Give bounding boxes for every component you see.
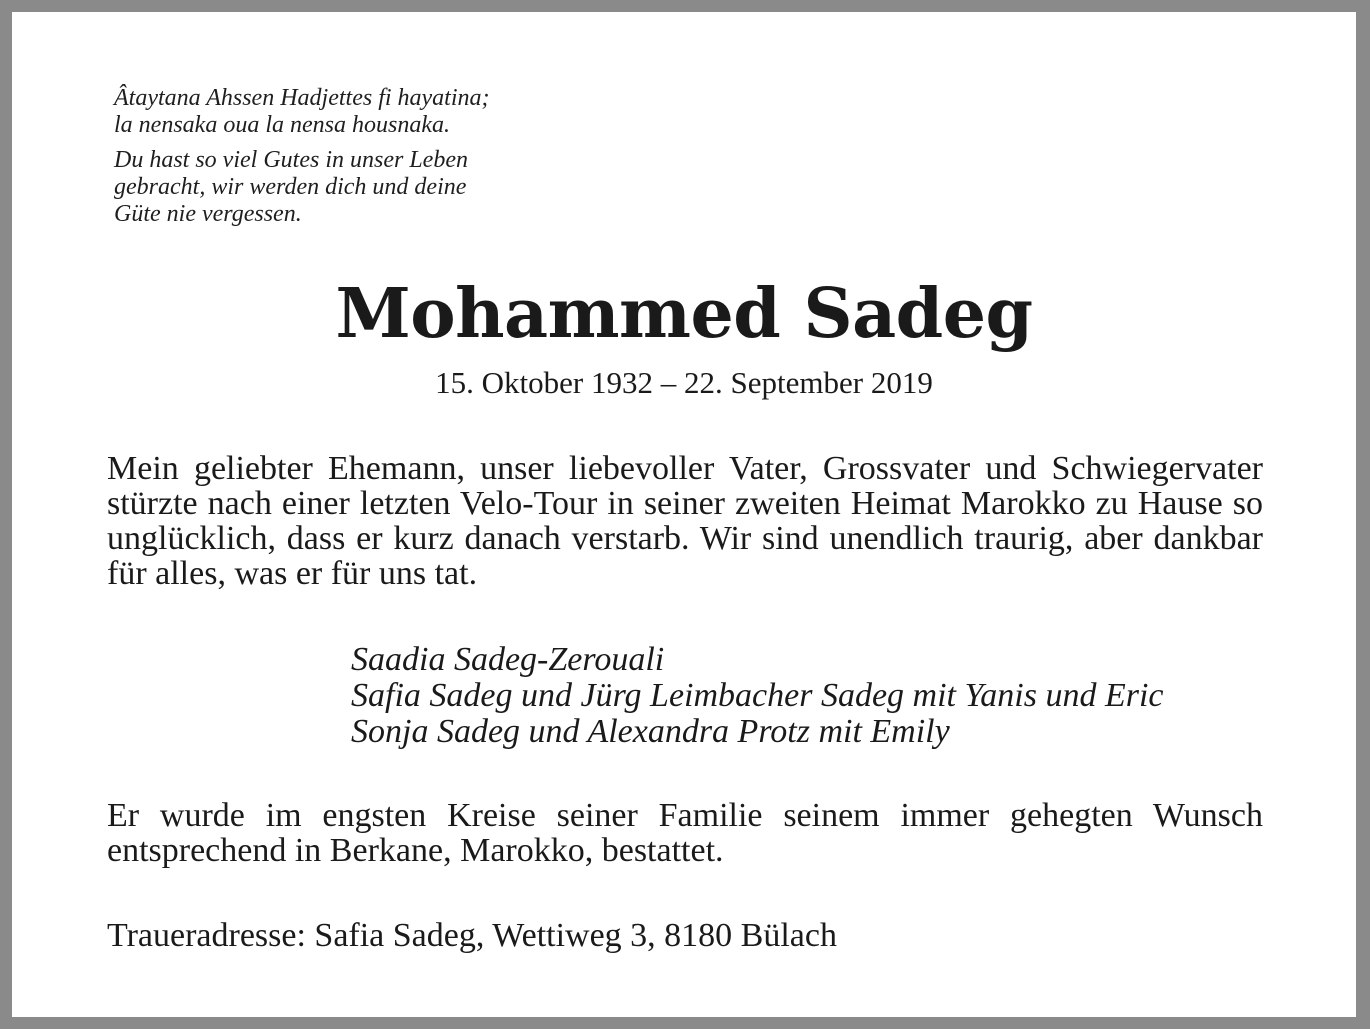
- obituary-card: [12, 12, 1356, 1017]
- burial-note: Er wurde im engsten Kreise seiner Familie seinem immer gehegten Wunsch entsprechend in Berkane, Marokko, bestattet.: [107, 797, 1263, 869]
- motto-arabic-transliteration: Âtaytana Ahssen Hadjettes fi hayatina; la nensaka oua la nensa housnaka.: [114, 85, 490, 138]
- life-dates: 15. Oktober 1932 – 22. September 2019: [435, 365, 933, 400]
- obituary-message: Mein geliebter Ehemann, unser liebevoller Vater, Grossvater und Schwiegervater stürzte nach einer letzten Velo-Tour in seiner zweiten Heimat Marokko zu Hause so unglücklich, dass er kurz danach verstarb. Wir sind unendlich traurig, aber dankbar für alles, was er für uns tat.: [107, 450, 1263, 592]
- mourner-line: Safia Sadeg und Jürg Leimbacher Sadeg mit Yanis und Eric: [351, 677, 1164, 714]
- deceased-name: Mohammed Sadeg: [335, 274, 1033, 354]
- motto-german: Du hast so viel Gutes in unser Leben gebracht, wir werden dich und deine Güte nie vergessen.: [114, 147, 468, 227]
- mourners-list: [351, 642, 1164, 750]
- mourning-address: Traueradresse: Safia Sadeg, Wettiweg 3, 8180 Bülach: [107, 917, 837, 954]
- mourner-line: Saadia Sadeg-Zerouali: [351, 641, 665, 678]
- mourner-line: Sonja Sadeg und Alexandra Protz mit Emily: [351, 713, 950, 750]
